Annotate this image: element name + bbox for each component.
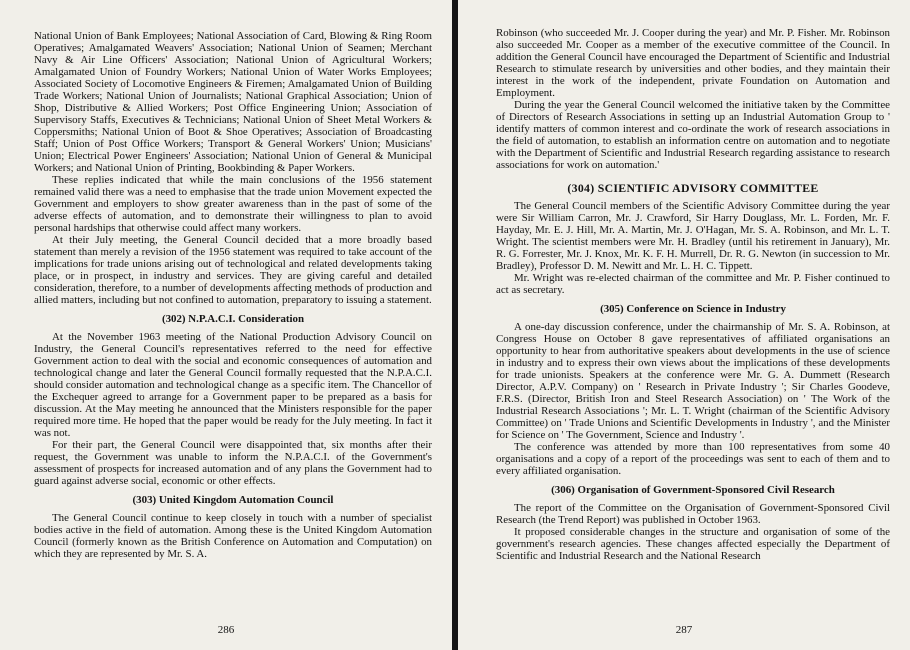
chairman-paragraph: Mr. Wright was re-elected chairman of the committee and Mr. P. Fisher continued to act as secretary. [496, 272, 890, 296]
conference-paragraph: A one-day discussion conference, under the chairmanship of Mr. S. A. Robinson, at Congress House on October 8 gave representatives of affiliated organisations an opportunity to hear from authoritative speakers about developments in the use of science in industry and to express their own views about the implications of these developments for trade unionists. Speakers at the conference were Mr. G. A. Dummett (Research Director, A.P.V. Company) on ' Research in Private Industry '; Sir Charles Goodeve, F.R.S. (Director, British Iron and Steel Research Association) on ' The Work of the Industrial Research Associations '; Mr. L. T. Wright (chairman of the Scientific Advisory Committee) on ' Trade Unions and Scientific Developments in Industry ', and the Minister for Science on ' The Government, Science and Industry '. [496, 321, 890, 441]
heading-305: (305) Conference on Science in Industry [600, 303, 786, 315]
trend-report-paragraph: The report of the Committee on the Organisation of Government-Sponsored Civil Research (the Trend Report) was published in October 1963. [496, 502, 890, 526]
right-page [458, 0, 910, 650]
page-number-left: 286 [217, 624, 235, 636]
robinson-paragraph: Robinson (who succeeded Mr. J. Cooper during the year) and Mr. P. Fisher. Mr. Robinson also succeeded Mr. Cooper as a member of the executive committee of the Council. In addition the General Council have encouraged the Department of Scientific and Industrial Research to stimulate research by universities and other bodies, and they maintain their interest in the work of the independent, private Foundation on Automation and Employment. [496, 27, 890, 99]
heading-302: (302) N.P.A.C.I. Consideration [161, 313, 305, 325]
disappointed-paragraph: For their part, the General Council were disappointed that, six months after their request, the Government was unable to inform the N.P.A.C.I. of the Government's assessment of prospects for increased automation and of any plans the Government had to guard against adverse social, economic or other effects. [34, 439, 432, 487]
heading-303: (303) United Kingdom Automation Council [132, 494, 334, 506]
heading-304: (304) SCIENTIFIC ADVISORY COMMITTEE [567, 181, 819, 195]
heading-306: (306) Organisation of Government-Sponsored Civil Research [551, 484, 835, 496]
proposed-changes-paragraph: It proposed considerable changes in the structure and organisation of some of the government's research agencies. These changes affected especially the Department of Scientific and Industrial Research and the National Research [496, 526, 890, 562]
automation-council-paragraph: The General Council continue to keep closely in touch with a number of specialist bodies active in the field of automation. Among these is the United Kingdom Automation Council (formerly known as the British Conference on Automation and Computation) on which they are represented by Mr. S. A. [34, 512, 432, 560]
july-meeting-paragraph: At their July meeting, the General Council decided that a more broadly based statement than merely a revision of the 1956 statement was required to take account of the implications for trade unions arising out of technological and related developments taking place, or in prospect, in industry and services. They are giving careful and detailed consideration, therefore, to a number of developments affecting methods of production and allied matters, including but not confined to automation, preparatory to issuing a statement. [34, 234, 432, 306]
union-list-paragraph: National Union of Bank Employees; National Association of Card, Blowing & Ring Room Operatives; Amalgamated Weavers' Association; National Union of Seamen; Merchant Navy & Air Line Officers' Association; National Union of Agricultural Workers; Amalgamated Union of Foundry Workers; National Union of Water Works Employees; Associated Society of Locomotive Engineers & Firemen; Amalgamated Union of Building Trade Workers; National Union of Journalists; National Graphical Association; Union of Shop, Distributive & Allied Workers; Post Office Engineering Union; Association of Supervisory Staffs, Executives & Technicians; National Union of Sheet Metal Workers & Coppersmiths; National Union of Boot & Shoe Operatives; Association of Broadcasting Staff; Union of Post Office Workers; Transport & General Workers' Union; Musicians' Union; Electrical Power Engineers' Association; National Union of General & Municipal Workers; and National Union of Printing, Bookbinding & Paper Workers. [34, 30, 432, 174]
replies-paragraph: These replies indicated that while the main conclusions of the 1956 statement remained valid there was a need to emphasise that the trade union Movement expected the Government and employers to show greater awareness than in the past of some of the adverse effects of automation, and to demonstrate their willingness to plan to avoid personal hardships that otherwise could affect many workers. [34, 174, 432, 234]
page-number-right: 287 [675, 624, 693, 636]
left-page [0, 0, 452, 650]
research-associations-paragraph: During the year the General Council welcomed the initiative taken by the Committee of Directors of Research Associations in setting up an Industrial Automation Group to ' identify matters of common interest and co-ordinate the work of research associations in the field of automation, to establish an information centre on automation and to negotiate with the Department of Scientific and Industrial Research regarding assistance to research associations for work on automation.' [496, 99, 890, 171]
committee-members-paragraph: The General Council members of the Scientific Advisory Committee during the year were Sir William Carron, Mr. J. Crawford, Sir Harry Douglass, Mr. L. Forden, Mr. F. Hayday, Mr. E. J. Hill, Mr. A. Martin, Mr. J. O'Hagan, Mr. S. A. Robinson, and Mr. L. T. Wright. The scientist members were Mr. H. Bradley (until his retirement in January), Mr. R. G. Forrester, Mr. J. Knox, Mr. K. F. H. Murrell, Dr. R. G. Newton (in succession to Mr. Bradley), Professor D. M. Newitt and Mr. L. H. C. Tippett. [496, 200, 890, 272]
attendance-paragraph: The conference was attended by more than 100 representatives from some 40 organisations and a copy of a report of the proceedings was sent to each of them and to every affiliated organisation. [496, 441, 890, 477]
npaci-paragraph: At the November 1963 meeting of the National Production Advisory Council on Industry, the General Council's representatives referred to the need for effective Government action to deal with the social and economic consequences of automation and technological change and later the General Council formally requested that the N.P.A.C.I. should consider automation and technological change as a specific item. The Chancellor of the Exchequer agreed to arrange for a Government paper to be prepared as a basis for discussion. At the May meeting he announced that the Ministers responsible for the paper required more time. He hoped that the paper would be ready for the July meeting. In fact it was not. [34, 331, 432, 439]
